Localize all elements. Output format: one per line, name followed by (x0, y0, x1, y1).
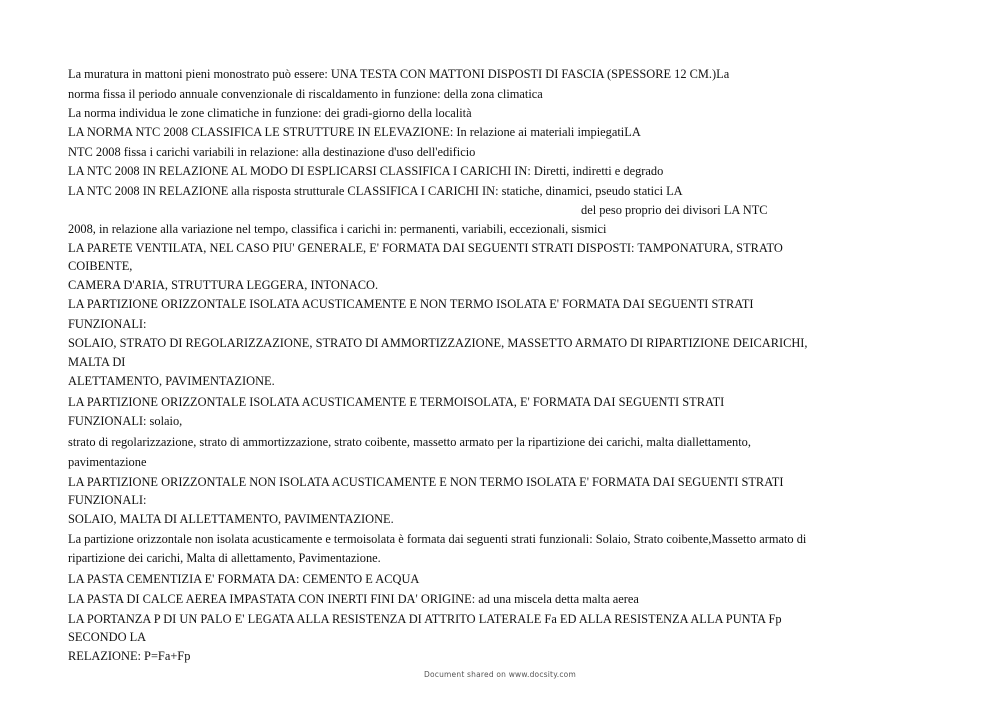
text-line: LA PASTA CEMENTIZIA E' FORMATA DA: CEMENTO E ACQUA (68, 572, 420, 586)
text-line: RELAZIONE: P=Fa+Fp (68, 649, 191, 663)
text-line: LA NTC 2008 IN RELAZIONE alla risposta strutturale CLASSIFICA I CARICHI IN: statiche, dinamici, pseudo statici LA (68, 184, 683, 198)
text-line: del peso proprio dei divisori LA NTC (581, 203, 768, 217)
text-line: SOLAIO, STRATO DI REGOLARIZZAZIONE, STRATO DI AMMORTIZZAZIONE, MASSETTO ARMATO DI RIPARTIZIONE DEICARICHI, (68, 336, 808, 350)
text-line: LA PARTIZIONE ORIZZONTALE NON ISOLATA ACUSTICAMENTE E NON TERMO ISOLATA E' FORMATA DAI SEGUENTI STRATI (68, 475, 784, 489)
text-line: COIBENTE, (68, 259, 133, 273)
text-line: LA PARETE VENTILATA, NEL CASO PIU' GENERALE, E' FORMATA DAI SEGUENTI STRATI DISPOSTI: TAMPONATURA, STRATO (68, 241, 783, 255)
text-line: SECONDO LA (68, 630, 147, 644)
text-line: LA PORTANZA P DI UN PALO E' LEGATA ALLA RESISTENZA DI ATTRITO LATERALE Fa ED ALLA RESISTENZA ALLA PUNTA Fp (68, 612, 782, 626)
text-line: NTC 2008 fissa i carichi variabili in relazione: alla destinazione d'uso dell'edificio (68, 145, 476, 159)
text-line: ALETTAMENTO, PAVIMENTAZIONE. (68, 374, 275, 388)
text-line: strato di regolarizzazione, strato di ammortizzazione, strato coibente, massetto armato per la ripartizione dei carichi, malta diallettamento, (68, 435, 751, 449)
text-line: FUNZIONALI: solaio, (68, 414, 183, 428)
text-line: MALTA DI (68, 355, 126, 369)
text-line: CAMERA D'ARIA, STRUTTURA LEGGERA, INTONACO. (68, 278, 379, 292)
text-line: LA PASTA DI CALCE AEREA IMPASTATA CON INERTI FINI DA' ORIGINE: ad una miscela detta malta aerea (68, 592, 639, 606)
text-line: FUNZIONALI: (68, 317, 147, 331)
text-line: LA PARTIZIONE ORIZZONTALE ISOLATA ACUSTICAMENTE E NON TERMO ISOLATA E' FORMATA DAI SEGUENTI STRATI (68, 297, 754, 311)
text-line: LA NTC 2008 IN RELAZIONE AL MODO DI ESPLICARSI CLASSIFICA I CARICHI IN: Diretti, indiretti e degrado (68, 164, 664, 178)
text-line: 2008, in relazione alla variazione nel tempo, classifica i carichi in: permanenti, variabili, eccezionali, sismici (68, 222, 607, 236)
text-line: La norma individua le zone climatiche in funzione: dei gradi-giorno della località (68, 106, 472, 120)
text-line: LA NORMA NTC 2008 CLASSIFICA LE STRUTTURE IN ELEVAZIONE: In relazione ai materiali impiegatiLA (68, 125, 641, 139)
text-line: norma fissa il periodo annuale convenzionale di riscaldamento in funzione: della zona climatica (68, 87, 543, 101)
text-line: La muratura in mattoni pieni monostrato può essere: UNA TESTA CON MATTONI DISPOSTI DI FASCIA (SPESSORE 12 CM.)La (68, 67, 730, 81)
text-line: LA PARTIZIONE ORIZZONTALE ISOLATA ACUSTICAMENTE E TERMOISOLATA, E' FORMATA DAI SEGUENTI STRATI (68, 395, 725, 409)
text-line: FUNZIONALI: (68, 493, 147, 507)
text-line: pavimentazione (68, 455, 147, 469)
text-line: La partizione orizzontale non isolata acusticamente e termoisolata è formata dai seguenti strati funzionali: Solaio, Strato coibente,Massetto armato di (68, 532, 807, 546)
text-line: SOLAIO, MALTA DI ALLETTAMENTO, PAVIMENTAZIONE. (68, 512, 394, 526)
docsity-footer: Document shared on www.docsity.com (424, 670, 576, 679)
text-line: ripartizione dei carichi, Malta di allettamento, Pavimentazione. (68, 551, 381, 565)
